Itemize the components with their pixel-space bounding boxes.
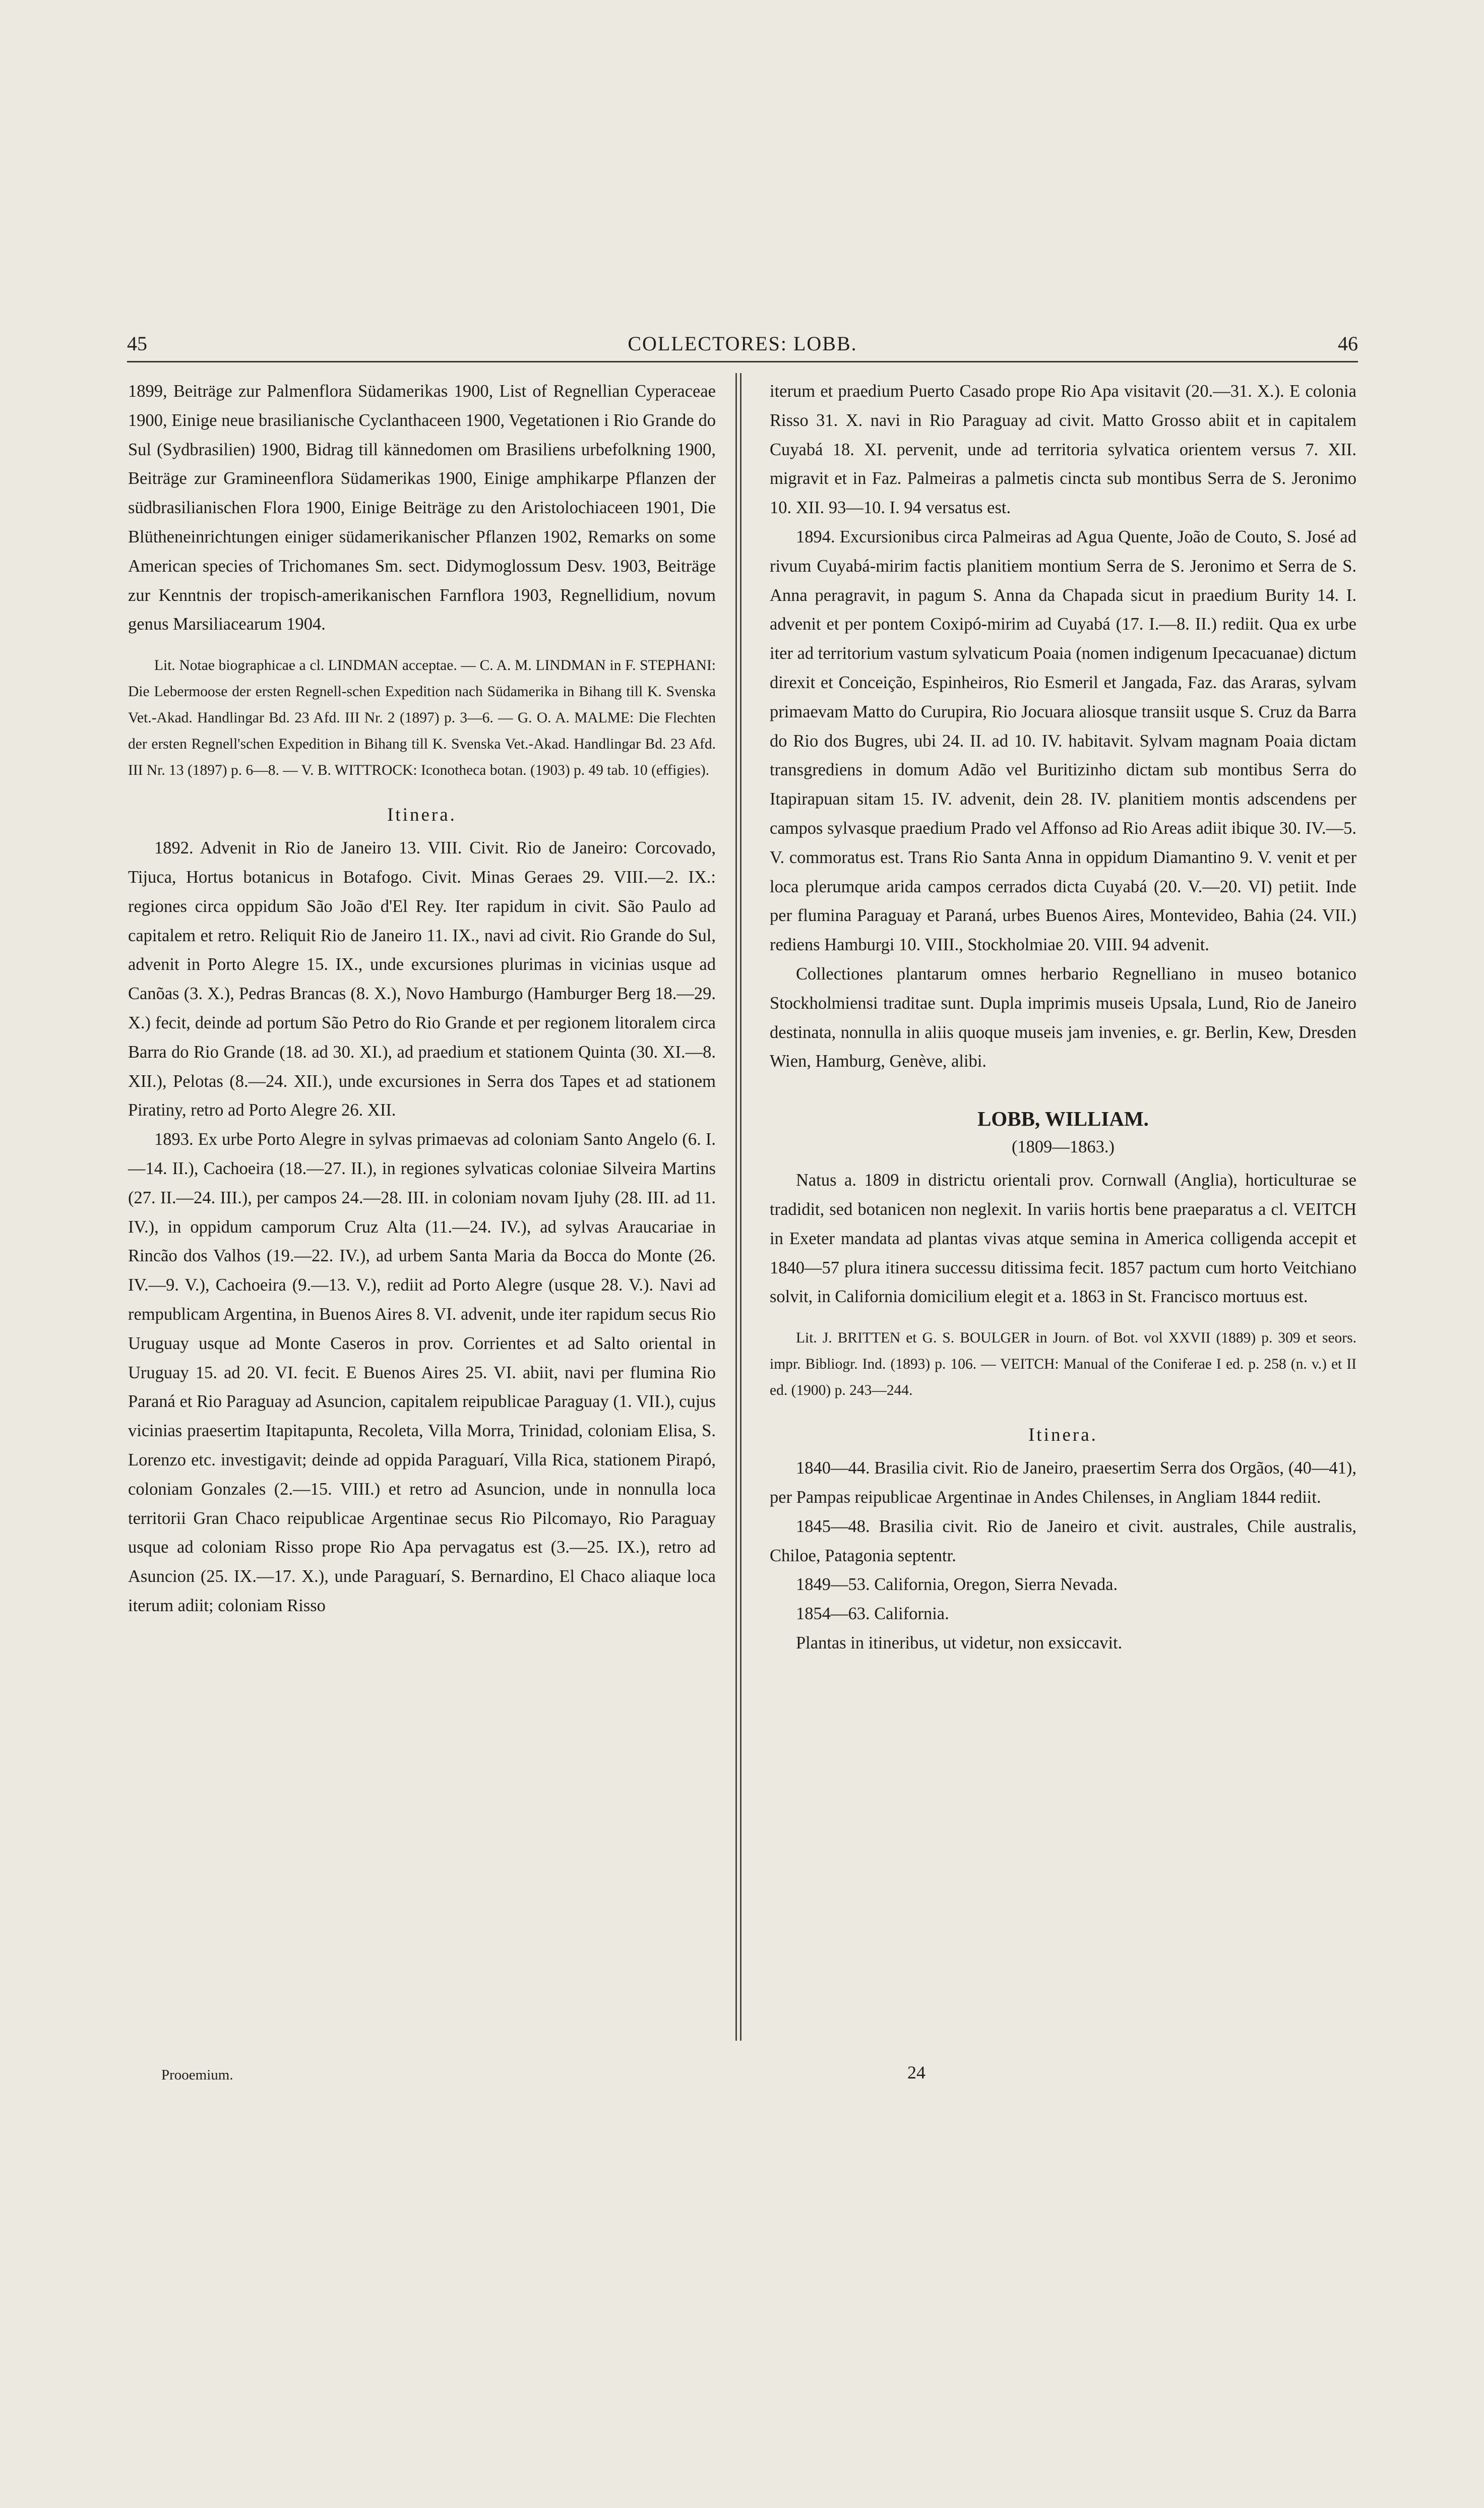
itinerary-1893: 1893. Ex urbe Porto Alegre in sylvas primaevas ad coloniam Santo Angelo (6. I.—14. II.), Cachoeira (18.—27. II.), in regiones sylvaticas coloniae Silveira Martins (27. II.—24. III.), per campos 24.—28. III. in coloniam novam Ijuhy (28. III. ad 11. IV.), in oppidum camporum Cruz Alta (11.—24. IV.), ad sylvas Araucariae in Rincão dos Valhos (19.—22. IV.), ad urbem Santa Maria da Bocca do Monte (26. IV.—9. V.), Cachoeira (9.—13. V.), rediit ad Porto Alegre (usque 28. V.). Navi ad rempublicam Argentina, in Buenos Aires 8. VI. advenit, unde iter rapidum secus Rio Uruguay usque ad Monte Caseros in prov. Corrientes et ad Salto oriental in Uruguay 15. ad 20. VI. fecit. E Buenos Aires 25. VI. abiit, navi per flumina Rio Paraná et Rio Paraguay ad Asuncion, capitalem reipublicae Paraguay (1. VII.), cujus vicinias praesertim Itapitapunta, Recoleta, Villa Morra, Trinidad, coloniam Elisa, S. Lorenzo etc. investigavit; deinde ad oppida Paraguarí, Villa Rica, stationem Pirapó, coloniam Gonzales (2.—15. VIII.) et retro ad Asuncion, unde in nonnulla loca territorii Gran Chaco reipublicae Argentinae secus Rio Pilcomayo, Rio Paraguay usque ad coloniam Risso prope Rio Apa pervagatus est (3.—25. IX.), retro ad Asuncion (25. IX.—17. X.), unde Paraguarí, S. Bernardino, El Chaco aliaque loca iterum adiit; coloniam Risso [128,1130,716,1615]
itinerary-item: 1845—48. Brasilia civit. Rio de Janeiro et civit. australes, Chile australis, Chiloe, Patagonia septentr. [770,1516,1356,1565]
collections-paragraph: Collectiones plantarum omnes herbario Regnelliano in museo botanico Stockholmiensi traditae sunt. Dupla imprimis museis Upsala, Lund, Rio de Janeiro destinata, nonnulla in aliis quoque museis jam invenies, e. gr. Berlin, Kew, Dresden Wien, Hamburg, Genève, alibi. [770,964,1356,1071]
itinerary-1894: 1894. Excursionibus circa Palmeiras ad Agua Quente, João de Couto, S. José ad rivum Cuyabá-mirim factis planitiem montium Serra de S. Jeronimo et Serra de S. Anna peragravit, in pagum S. Anna da Chapada sicut in praedium Burity 14. I. advenit et per pontem Coxipó-mirim ad Cuyabá (17. I.—8. II.) rediit. Qua ex urbe iter ad territorium vastum sylvaticum Poaia (nomen indigenum Ipecacuanae) dictum direxit et Conceição, Espinheiros, Rio Esmeril et Jangada, Faz. das Araras, sylvam primaevam Matto do Curupira, Rio Jocuara aliosque transiit usque S. Cruz da Barra do Rio dos Bugres, ubi 24. II. ad 10. IV. habitavit. Sylvam magnam Poaia dictam transgrediens in domum Adão vel Buritizinho dictam sub montibus Serra do Itapirapuan sitam 15. IV. advenit, dein 28. IV. planitiem montis adscendens per campos sylvasque praedium Prado vel Affonso ad Rio Areas adiit ibique 30. IV.—5. V. commoratus est. Trans Rio Santa Anna in oppidum Diamantino 9. V. venit et per loca plerumque arida campos cerrados dicta Cuyabá (20. V.—20. VI) petiit. Inde per flumina Paraguay et Paraná, urbes Buenos Aires, Montevideo, Bahia (24. VII.) rediens Hamburgi 10. VIII., Stockholmiae 20. VIII. 94 advenit. [770,527,1357,955]
publications-paragraph: 1899, Beiträge zur Palmenflora Südamerikas 1900, List of Regnellian Cyperaceae 1900, Einige neue brasilianische Cyclanthaceen 1900, Vegetationen i Rio Grande do Sul (Sydbrasilien) 1900, Bidrag till kännedomen om Brasiliens urbefolkning 1900, Beiträge zur Gramineenflora Südamerikas 1900, Einige amphikarpe Pflanzen der südbrasilianischen Flora 1900, Einige Beiträge zu den Aristolochiaceen 1901, Die Blütheneinrichtungen einiger südamerikanischer Pflanzen 1902, Remarks on some American species of Trichomanes Sm. sect. Didymoglossum Desv. 1903, Beiträge zur Kenntnis der tropisch-amerikanischen Farnflora 1903, Regnellidium, novum genus Marsiliacearum 1904. [128,382,716,634]
footer-page-number: 24 [907,2062,925,2083]
biography-paragraph: Natus a. 1809 in districtu orientali prov. Cornwall (Anglia), horticulturae se tradidit, sed botanicen non neglexit. In variis hortis bene praeparatus a cl. VEITCH in Exeter mandata ad plantas vivas atque semina in America colligenda accepit et 1840—57 plura itinera successu ditissima fecit. 1857 pactum cum horto Veitchiano solvit, in California domicilium elegit et a. 1863 in St. Francisco mortuus est. [770,1171,1356,1307]
right-page-number: 46 [1338,332,1358,355]
collector-name: LOBB, WILLIAM. [977,1107,1149,1131]
itinerary-item: 1849—53. California, Oregon, Sierra Nevada. [796,1575,1118,1595]
itinerary-note: Plantas in itineribus, ut videtur, non exsiccavit. [796,1633,1123,1653]
left-column [128,377,716,1621]
literature-paragraph-lobb: Lit. J. BRITTEN et G. S. BOULGER in Journ. of Bot. vol XXVII (1889) p. 309 et seors. impr. Bibliogr. Ind. (1893) p. 106. — VEITCH: Manual of the Coniferae I ed. p. 258 (n. v.) et II ed. (1900) p. 243—244. [770,1330,1356,1399]
itinerary-1892: 1892. Advenit in Rio de Janeiro 13. VIII. Civit. Rio de Janeiro: Corcovado, Tijuca, Hortus botanicus in Botafogo. Civit. Minas Geraes 29. VIII.—2. IX.: regiones circa oppidum São João d'El Rey. Iter rapidum in civit. São Paulo ad capitalem et retro. Reliquit Rio de Janeiro 11. IX., navi ad civit. Rio Grande do Sul, advenit in Porto Alegre 15. IX., unde excursiones plurimas in vicinias usque ad Canõas (3. X.), Pedras Brancas (8. X.), Novo Hamburgo (Hamburger Berg 18.—29. X.) fecit, deinde ad portum São Petro do Rio Grande et per regionem litoralem circa Barra do Rio Grande (18. ad 30. XI.), ad praedium et stationem Quinta (30. XI.—8. XII.), Pelotas (8.—24. XII.), unde excursiones in Serra dos Tapes et ad stationem Piratiny, retro ad Porto Alegre 26. XII. [128,838,716,1120]
itinerary-item: 1854—63. California. [796,1604,949,1624]
itinera-heading-lobb: Itinera. [1028,1425,1098,1446]
itinera-heading: Itinera. [387,805,457,826]
collector-dates: (1809—1863.) [1011,1137,1115,1157]
running-title: COLLECTORES: LOBB. [628,332,857,355]
header-rule [127,361,1358,362]
footer-label: Prooemium. [161,2067,233,2083]
left-page-number: 45 [127,332,147,355]
running-header [127,329,1358,359]
itinerary-continuation: iterum et praedium Puerto Casado prope Rio Apa visitavit (20.—31. X.). E colonia Risso 31. X. navi in Rio Paraguay ad civit. Matto Grosso abiit et in capitalem Cuyabá 18. XI. pervenit, unde ad territoria sylvatica orientem versus 7. XII. migravit et in Faz. Palmeiras a palmetis cincta sub montibus Serra de S. Jeronimo 10. XII. 93—10. I. 94 versatus est. [770,382,1356,518]
column-divider [735,373,741,2041]
right-column [770,377,1356,1658]
literature-paragraph: Lit. Notae biographicae a cl. LINDMAN acceptae. — C. A. M. LINDMAN in F. STEPHANI: Die Lebermoose der ersten Regnell-schen Expedition nach Südamerika in Bihang till K. Svenska Vet.-Akad. Handlingar Bd. 23 Afd. III Nr. 2 (1897) p. 3—6. — G. O. A. MALME: Die Flechten der ersten Regnell'schen Expedition in Bihang till K. Svenska Vet.-Akad. Handlingar Bd. 23 Afd. III Nr. 13 (1897) p. 6—8. — V. B. WITTROCK: Iconotheca botan. (1903) p. 49 tab. 10 (effigies). [128,657,716,779]
itinerary-item: 1840—44. Brasilia civit. Rio de Janeiro, praesertim Serra dos Orgãos, (40—41), per Pampas reipublicae Argentinae in Andes Chilenses, in Angliam 1844 rediit. [770,1458,1356,1507]
